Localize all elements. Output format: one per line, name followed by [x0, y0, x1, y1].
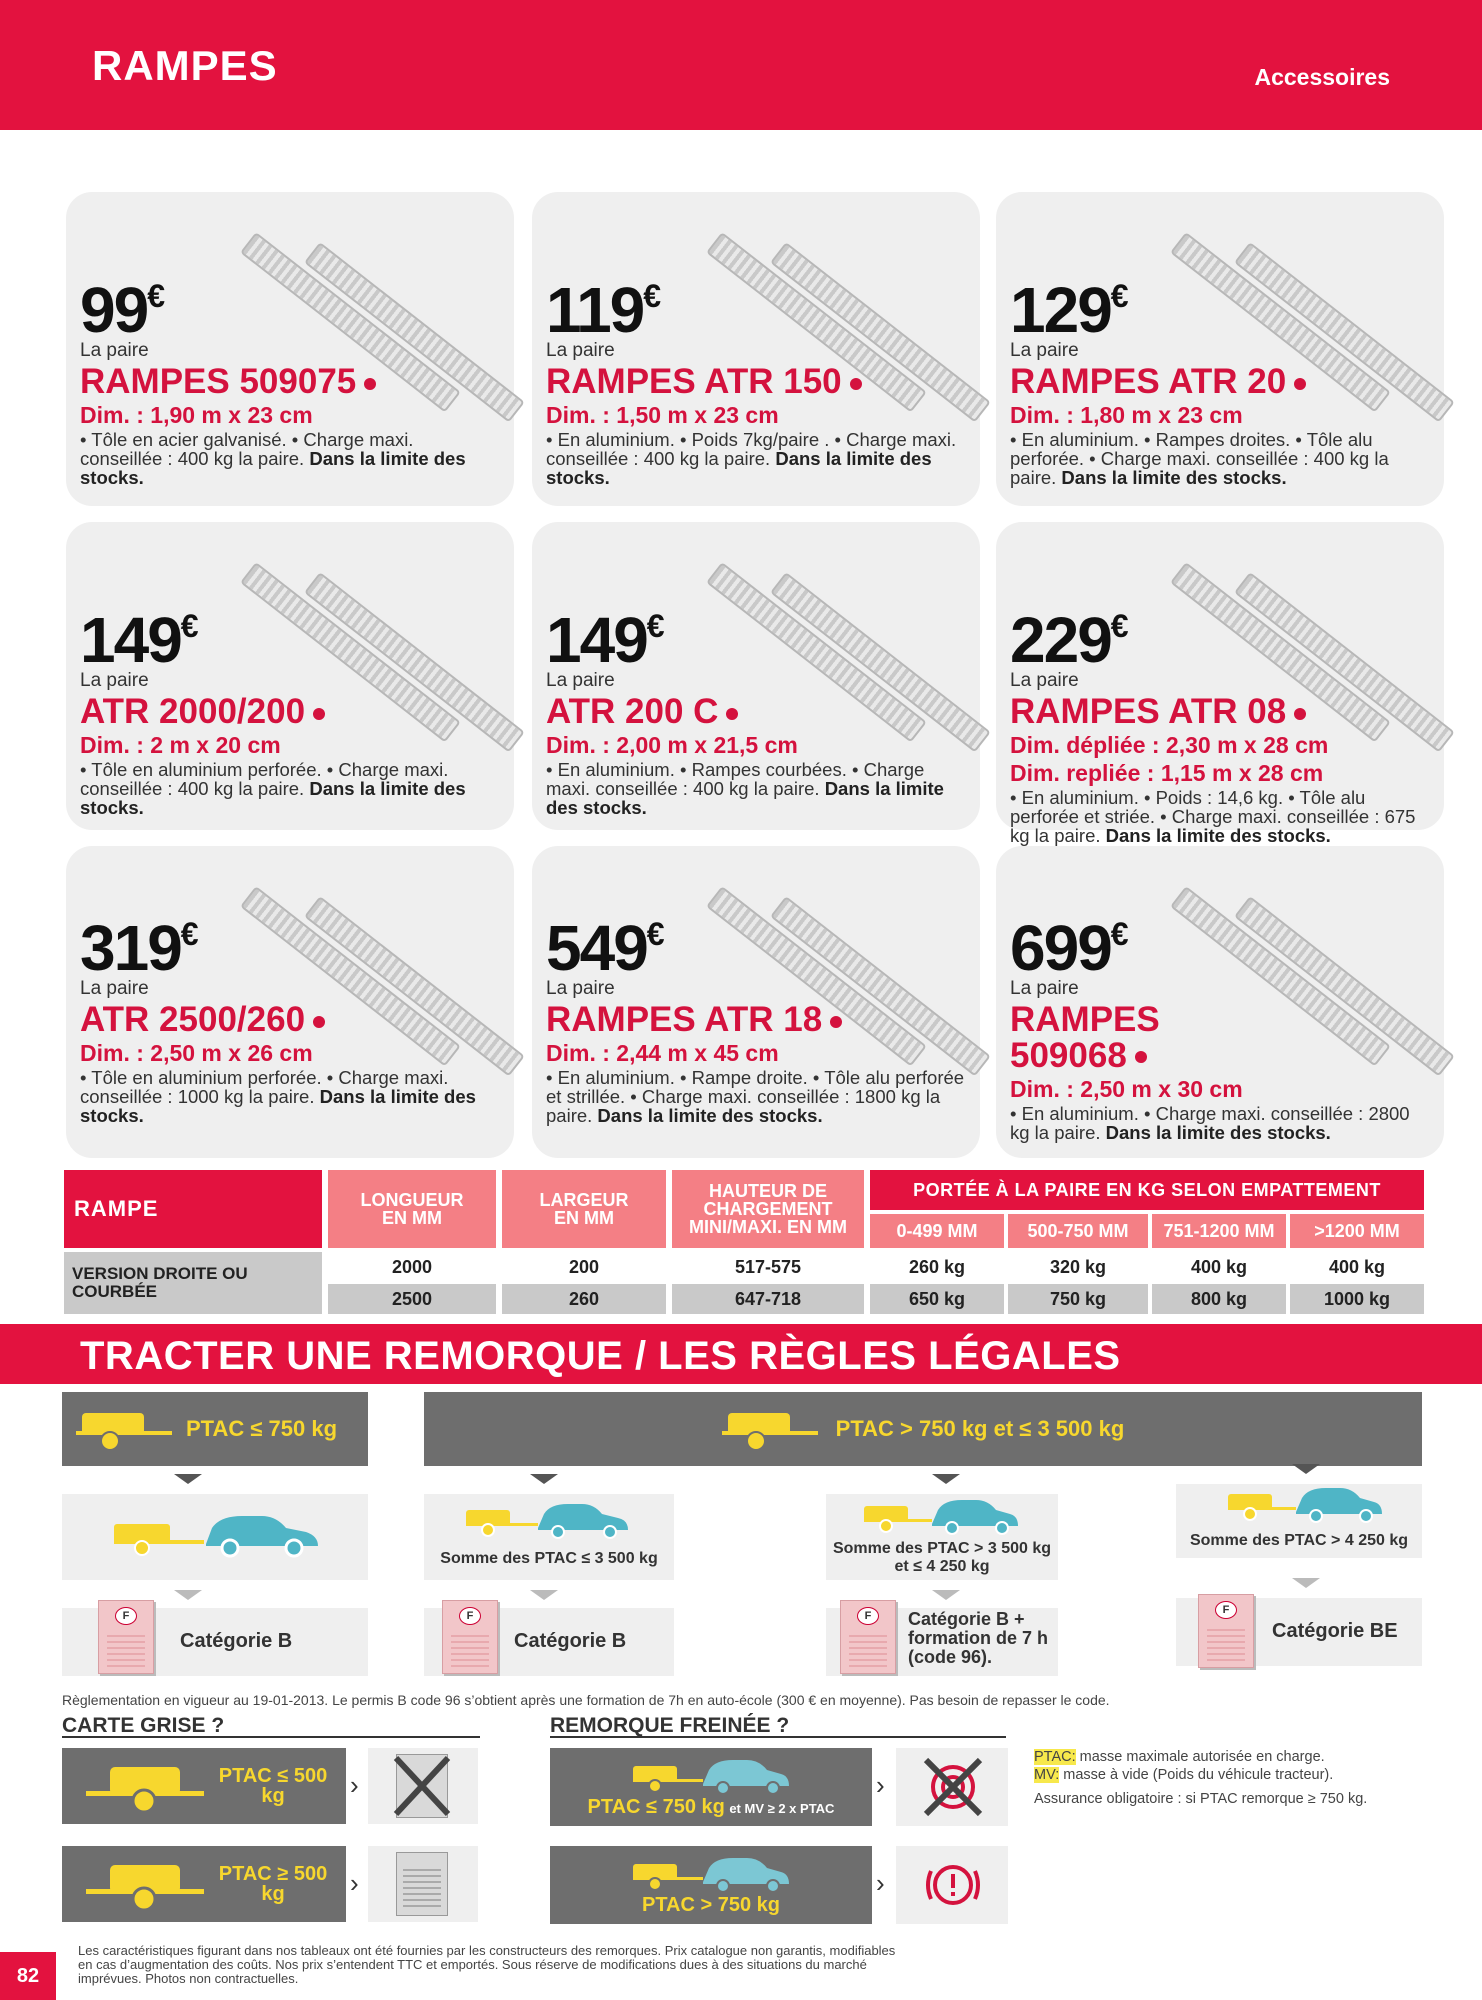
table-header-empattement: >1200 MM — [1290, 1214, 1424, 1248]
product-dimensions: Dim. : 2,50 m x 26 cm — [80, 1040, 313, 1066]
price-unit: La paire — [546, 978, 615, 999]
condition-text: Somme des PTAC > 4 250 kg — [1189, 1532, 1408, 1549]
product-dimensions: Dim. : 2,50 m x 30 cm — [1010, 1076, 1243, 1102]
product-image — [682, 172, 982, 372]
stock-note: Dans la limite des stocks. — [80, 778, 466, 818]
carte-grise-box-2 — [62, 1846, 346, 1922]
condition-text: Somme des PTAC > 3 500 kg et ≤ 4 250 kg — [832, 1540, 1051, 1575]
section-label: Accessoires — [1254, 64, 1390, 90]
product-price: 319€ — [80, 912, 199, 984]
freinee-result-2 — [896, 1846, 1008, 1924]
bullet-dot-icon — [313, 1016, 325, 1028]
table-row-label: VERSION DROITE OU COURBÉE — [64, 1252, 322, 1314]
price-unit: La paire — [80, 340, 149, 361]
product-dimensions: Dim. : 1,80 m x 23 cm — [1010, 402, 1243, 428]
table-header-longueur: LONGUEUR EN MM — [328, 1170, 496, 1248]
table-header-hauteur: HAUTEUR DE CHARGEMENT MINI/MAXI. EN MM — [672, 1170, 864, 1248]
glossary-item: PTAC: masse maximale autorisée en charge. — [1034, 1749, 1325, 1765]
product-description: • En aluminium. • Rampes courbées. • Charge maxi. conseillée : 400 kg la paire. Dans la limite des stocks. — [546, 759, 944, 818]
table-cell: 320 kg — [1008, 1252, 1148, 1282]
legal-section-title: TRACTER UNE REMORQUE / LES RÈGLES LÉGALES — [80, 1334, 1121, 1378]
chevron-right-icon: › — [350, 1868, 359, 1898]
permit-icon: F — [1198, 1594, 1254, 1668]
chevron-right-icon: › — [876, 1770, 885, 1800]
table-header-rampe: RAMPE — [64, 1170, 322, 1248]
product-price: 149€ — [546, 604, 665, 676]
product-dimensions: Dim. dépliée : 2,30 m x 28 cm Dim. repliée : 1,15 m x 28 cm — [1010, 732, 1329, 786]
product-price: 229€ — [1010, 604, 1129, 676]
price-unit: La paire — [80, 978, 149, 999]
footer-disclaimer: Les caractéristiques figurant dans nos tableaux ont été fournies par les constructeurs des remorques. Prix catalogue non garantis, modifiables en cas d’augmentation des coûts. Nos prix s’entendent TTC et emportés. Sous réserve de modifications dues à des situations du marché imprévues. Photos non contractuelles. — [78, 1943, 896, 1986]
table-cell: 400 kg — [1152, 1252, 1286, 1282]
stock-note: Dans la limite des stocks. — [1105, 825, 1331, 846]
towing-box-4 — [1176, 1484, 1422, 1558]
table-cell: 260 kg — [870, 1252, 1004, 1282]
glossary-item: MV: masse à vide (Poids du véhicule tracteur). — [1034, 1767, 1334, 1783]
chevron-down-icon — [530, 1474, 558, 1484]
page-title: RAMPES — [92, 42, 278, 89]
ramp-shape — [770, 896, 991, 1077]
table-header-largeur: LARGEUR EN MM — [502, 1170, 666, 1248]
product-image — [216, 172, 516, 372]
chevron-down-icon — [1292, 1464, 1320, 1474]
freinee-title: REMORQUE FREINÉE ? — [550, 1714, 790, 1737]
table-cell: 260 — [502, 1284, 666, 1314]
table-cell: 750 kg — [1008, 1284, 1148, 1314]
bullet-dot-icon — [1294, 708, 1306, 720]
chevron-down-icon — [174, 1590, 202, 1600]
product-description: • En aluminium. • Rampes droites. • Tôle alu perforée. • Charge maxi. conseillée : 400 kg la paire. Dans la limite des stocks. — [1010, 429, 1389, 488]
product-card — [66, 846, 514, 1158]
carte-grise-box-1 — [62, 1748, 346, 1824]
freinee-extra: et MV ≥ 2 x PTAC — [729, 1800, 835, 1816]
bullet-dot-icon — [850, 378, 862, 390]
chevron-down-icon — [1292, 1578, 1320, 1588]
product-image — [682, 502, 982, 702]
category-box-4 — [1176, 1598, 1422, 1666]
legal-section-banner — [0, 1324, 1482, 1384]
car-trailer-icon — [862, 1494, 1022, 1538]
car-trailer-icon — [1226, 1484, 1386, 1524]
product-description: • Tôle en acier galvanisé. • Charge maxi. conseillée : 400 kg la paire. Dans la limite des stocks. — [80, 429, 466, 488]
freinee-label: PTAC ≤ 750 kg — [587, 1795, 725, 1818]
freinee-box-2 — [550, 1846, 872, 1924]
page-number: 82 — [0, 1952, 56, 2000]
table-header-empattement: 751-1200 MM — [1152, 1214, 1286, 1248]
divider — [550, 1736, 1006, 1738]
carte-grise-doc-2 — [368, 1846, 478, 1922]
car-trailer-icon — [112, 1508, 332, 1566]
permit-icon: F — [98, 1600, 154, 1674]
product-dimensions: Dim. : 1,90 m x 23 cm — [80, 402, 313, 428]
car-trailer-icon — [631, 1854, 791, 1894]
price-unit: La paire — [1010, 670, 1079, 691]
trailer-icon — [86, 1757, 206, 1815]
category-box-2 — [424, 1608, 674, 1676]
stock-note: Dans la limite des stocks. — [546, 448, 932, 488]
product-card — [996, 522, 1444, 846]
ptac-big-label: PTAC > 750 kg et ≤ 3 500 kg — [835, 1416, 1125, 1441]
carte-grise-doc-1 — [368, 1748, 478, 1824]
bullet-dot-icon — [313, 708, 325, 720]
towing-box-2 — [424, 1494, 674, 1580]
product-description: • En aluminium. • Rampe droite. • Tôle alu perforée et strillée. • Charge maxi. conseillée : 1800 kg la paire. Dans la limite des stocks. — [546, 1067, 965, 1126]
product-name: RAMPES ATR 08 — [1010, 694, 1440, 730]
page-header — [0, 0, 1482, 130]
product-dimensions: Dim. : 2 m x 20 cm — [80, 732, 281, 758]
table-cell: 200 — [502, 1252, 666, 1282]
ptac-small-box — [62, 1392, 368, 1466]
ramp-shape — [1234, 896, 1455, 1077]
product-name: RAMPES ATR 18 — [546, 1002, 976, 1038]
product-card — [66, 522, 514, 830]
bullet-dot-icon — [364, 378, 376, 390]
table-cell: 650 kg — [870, 1284, 1004, 1314]
product-name: RAMPES ATR 150 — [546, 364, 976, 400]
freinee-label: PTAC > 750 kg — [641, 1893, 781, 1916]
table-cell: 400 kg — [1290, 1252, 1424, 1282]
chevron-down-icon — [174, 1474, 202, 1484]
price-unit: La paire — [1010, 340, 1079, 361]
stock-note: Dans la limite des stocks. — [80, 448, 466, 488]
chevron-down-icon — [932, 1590, 960, 1600]
product-name: ATR 200 C — [546, 694, 976, 730]
product-image — [216, 502, 516, 702]
category-box-3 — [826, 1608, 1058, 1676]
towing-box-3 — [826, 1494, 1058, 1580]
price-unit: La paire — [1010, 978, 1079, 999]
trailer-icon — [86, 1855, 206, 1913]
product-price: 699€ — [1010, 912, 1129, 984]
product-card — [996, 846, 1444, 1158]
ramp-shape — [304, 896, 525, 1077]
product-image — [216, 826, 516, 1026]
product-price: 129€ — [1010, 274, 1129, 346]
freinee-result-1 — [896, 1748, 1008, 1826]
car-trailer-icon — [631, 1756, 791, 1796]
category-label: Catégorie B — [514, 1630, 627, 1652]
product-name: RAMPES 509068 — [1010, 1000, 1160, 1075]
product-image — [682, 826, 982, 1026]
category-label: Catégorie B + formation de 7 h (code 96). — [908, 1609, 1049, 1667]
ptac-big-box — [424, 1392, 1422, 1466]
product-card — [66, 192, 514, 506]
trailer-icon — [76, 1405, 176, 1453]
product-name: ATR 2500/260 — [80, 1002, 510, 1038]
product-dimensions: Dim. : 2,00 m x 21,5 cm — [546, 732, 798, 758]
stock-note: Dans la limite des stocks. — [80, 1086, 476, 1126]
document-icon — [396, 1852, 448, 1916]
product-description: • En aluminium. • Poids 7kg/paire . • Charge maxi. conseillée : 400 kg la paire. Dans la limite des stocks. — [546, 429, 957, 488]
price-unit: La paire — [546, 670, 615, 691]
table-cell: 1000 kg — [1290, 1284, 1424, 1314]
chevron-down-icon — [932, 1474, 960, 1484]
regulation-note: Règlementation en vigueur au 19-01-2013. Le permis B code 96 s’obtient après une formation de 7h en auto-école (300 € en moyenne). Pas besoin de repasser le code. — [62, 1692, 1110, 1708]
bullet-dot-icon — [1294, 378, 1306, 390]
insurance-note: Assurance obligatoire : si PTAC remorque ≥ 750 kg. — [1034, 1791, 1368, 1807]
table-header-empattement: 500-750 MM — [1008, 1214, 1148, 1248]
stock-note: Dans la limite des stocks. — [546, 778, 944, 818]
no-brake-icon — [922, 1756, 984, 1818]
bullet-dot-icon — [726, 708, 738, 720]
brake-warning-icon — [922, 1854, 984, 1916]
stock-note: Dans la limite des stocks. — [597, 1105, 823, 1126]
price-unit: La paire — [80, 670, 149, 691]
table-header-empattement: 0-499 MM — [870, 1214, 1004, 1248]
product-description: • En aluminium. • Charge maxi. conseillée : 2800 kg la paire. Dans la limite des stocks. — [1010, 1103, 1410, 1143]
trailer-icon — [722, 1405, 822, 1453]
table-cell: 517-575 — [672, 1252, 864, 1282]
category-label: Catégorie BE — [1272, 1620, 1398, 1642]
chevron-right-icon: › — [876, 1868, 885, 1898]
price-unit: La paire — [546, 340, 615, 361]
product-image — [1146, 826, 1446, 1026]
product-dimensions: Dim. : 1,50 m x 23 cm — [546, 402, 779, 428]
product-image — [1146, 502, 1446, 702]
product-card — [532, 522, 980, 830]
table-cell: 800 kg — [1152, 1284, 1286, 1314]
carte-grise-label: PTAC ≤ 500 kg — [218, 1765, 328, 1807]
bullet-dot-icon — [1135, 1051, 1147, 1063]
ptac-small-label: PTAC ≤ 750 kg — [186, 1416, 338, 1441]
towing-box-1 — [62, 1494, 368, 1580]
product-name: ATR 2000/200 — [80, 694, 510, 730]
product-description: • Tôle en aluminium perforée. • Charge maxi. conseillée : 400 kg la paire. Dans la limite des stocks. — [80, 759, 466, 818]
carte-grise-label: PTAC ≥ 500 kg — [218, 1863, 328, 1905]
product-card — [532, 846, 980, 1158]
product-card — [532, 192, 980, 506]
product-description: • En aluminium. • Poids : 14,6 kg. • Tôle alu perforée et striée. • Charge maxi. conseillée : 675 kg la paire. Dans la limite des stocks. — [1010, 787, 1416, 846]
table-cell: 647-718 — [672, 1284, 864, 1314]
divider — [62, 1736, 480, 1738]
permit-icon: F — [840, 1600, 896, 1674]
bullet-dot-icon — [830, 1016, 842, 1028]
stock-note: Dans la limite des stocks. — [1061, 467, 1287, 488]
category-label: Catégorie B — [180, 1630, 293, 1652]
table-cell: 2500 — [328, 1284, 496, 1314]
product-price: 149€ — [80, 604, 199, 676]
chevron-right-icon: › — [350, 1770, 359, 1800]
chevron-down-icon — [530, 1590, 558, 1600]
freinee-box-1 — [550, 1748, 872, 1826]
product-price: 119€ — [546, 274, 662, 346]
permit-icon: F — [442, 1600, 498, 1674]
table-header-portee: PORTÉE À LA PAIRE EN KG SELON EMPATTEMENT — [870, 1170, 1424, 1210]
glossary — [1034, 1748, 1367, 1808]
product-description: • Tôle en aluminium perforée. • Charge maxi. conseillée : 1000 kg la paire. Dans la limite des stocks. — [80, 1067, 476, 1126]
car-trailer-icon — [464, 1498, 634, 1544]
product-name: RAMPES 509075 — [80, 364, 510, 400]
product-price: 99€ — [80, 274, 165, 346]
carte-grise-title: CARTE GRISE ? — [62, 1714, 225, 1737]
product-card — [996, 192, 1444, 506]
stock-note: Dans la limite des stocks. — [1105, 1122, 1331, 1143]
product-name: RAMPES ATR 20 — [1010, 364, 1440, 400]
product-dimensions: Dim. : 2,44 m x 45 cm — [546, 1040, 779, 1066]
product-price: 549€ — [546, 912, 665, 984]
table-cell: 2000 — [328, 1252, 496, 1282]
cross-icon — [392, 1754, 452, 1818]
category-box-1 — [62, 1608, 368, 1676]
condition-text: Somme des PTAC ≤ 3 500 kg — [440, 1550, 658, 1567]
product-image — [1146, 172, 1446, 372]
